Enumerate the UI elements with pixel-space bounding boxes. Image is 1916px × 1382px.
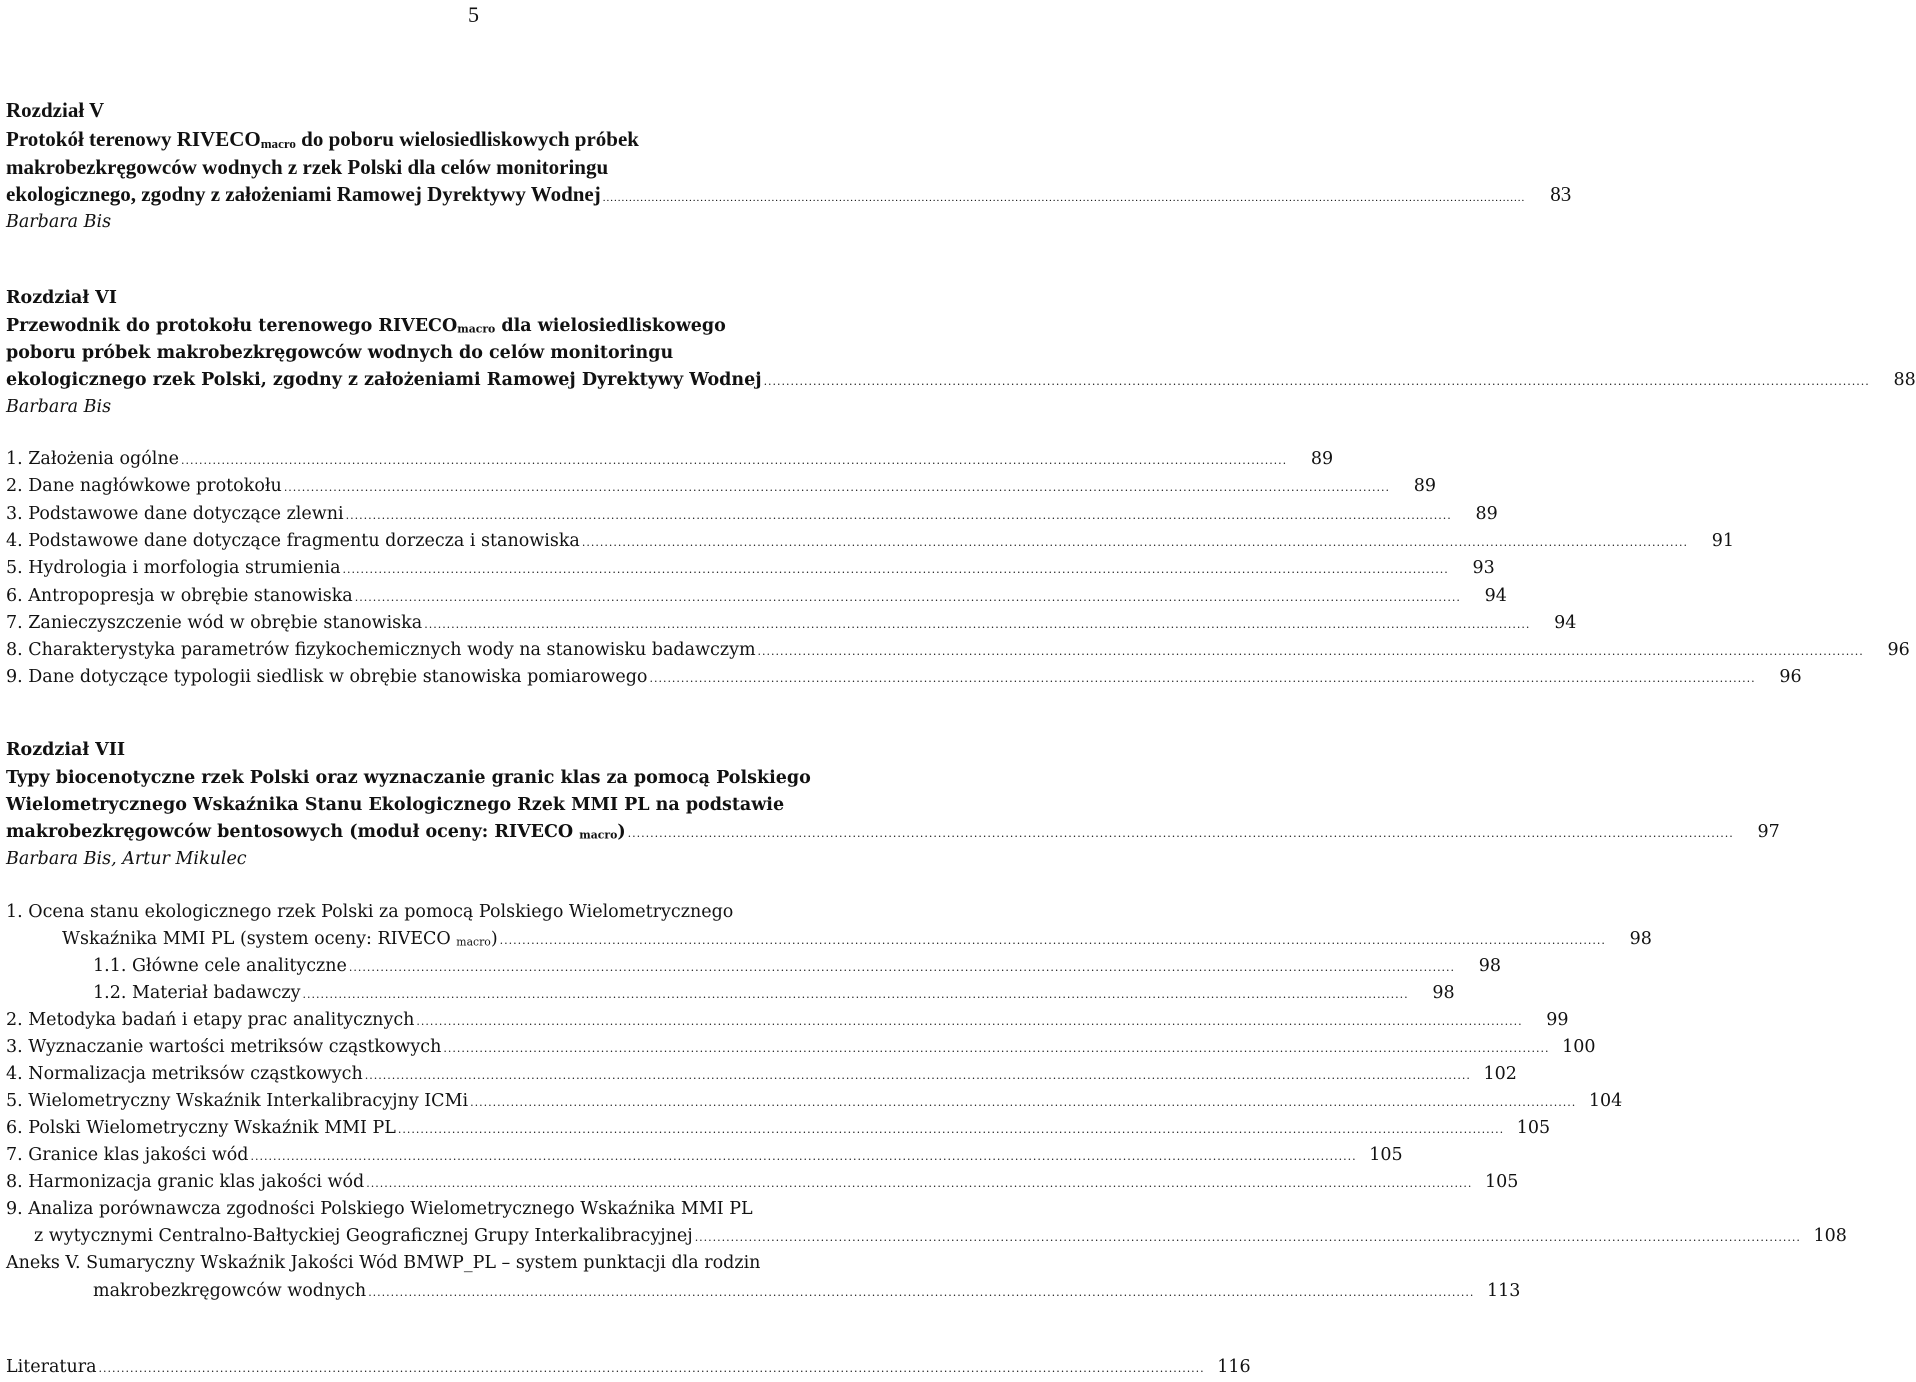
toc-entry[interactable] <box>6 1007 1569 1033</box>
toc-item-text: 5. Hydrologia i morfologia strumienia <box>6 558 341 579</box>
page-ref: 89 <box>1413 476 1436 497</box>
chapter-6-title-line2: poboru próbek makrobezkręgowców wodnych do celów monitoringu <box>6 343 674 363</box>
dot-leader: ...................................................................................................................................................................................................................................................... <box>416 1015 1523 1028</box>
toc-item-text: 2. Dane nagłówkowe protokołu <box>6 476 282 497</box>
chapter-5-title-line2: makrobezkręgowców wodnych z rzek Polski dla celów monitoringu <box>6 155 609 179</box>
dot-leader: ...................................................................................................................................................................................................................................................... <box>397 1123 1505 1136</box>
dot-leader: ...................................................................................................................................................................................................................................................... <box>649 672 1756 686</box>
toc-sub-entry[interactable] <box>93 980 1455 1006</box>
chapter-7-heading: Rozdział VII <box>6 740 126 760</box>
toc-entry[interactable] <box>6 1142 1403 1168</box>
toc-item-text: 1. Założenia ogólne <box>6 449 180 469</box>
chapter-7-title-line3: makrobezkręgowców bentosowych (moduł oceny: RIVECO macro) <box>6 822 626 842</box>
toc-item-text: 8. Charakterystyka parametrów fizykochemicznych wody na stanowisku badawczym <box>6 640 756 661</box>
toc-item-text: 6. Polski Wielometryczny Wskaźnik MMI PL <box>6 1118 396 1138</box>
dot-leader: ...................................................................................................................................................................................................................................................... <box>470 1096 1577 1109</box>
chapter-7-author: Barbara Bis, Artur Mikulec <box>6 849 247 869</box>
toc-entry[interactable] <box>6 1115 1551 1141</box>
dot-leader: ...................................................................................................................................................................................................................................................... <box>98 1362 1205 1375</box>
toc-entry-7-1[interactable] <box>62 926 1652 952</box>
chapter-7-title-line2: Wielometrycznego Wskaźnika Stanu Ekologicznego Rzek MMI PL na podstawie <box>6 795 785 815</box>
dot-leader: ...................................................................................................................................................................................................................................................... <box>354 590 1461 604</box>
page-ref: 98 <box>1629 929 1652 949</box>
dot-leader: ...................................................................................................................................................................................................................................................... <box>602 192 1526 204</box>
toc-item-7-1-line1: 1. Ocena stanu ekologicznego rzek Polski za pomocą Polskiego Wielometrycznego <box>6 902 734 922</box>
dot-leader: ...................................................................................................................................................................................................................................................... <box>283 481 1390 495</box>
toc-entry[interactable] <box>6 1088 1623 1114</box>
dot-leader: ...................................................................................................................................................................................................................................................... <box>694 1231 1801 1244</box>
literature-label: Literatura <box>6 1357 97 1377</box>
chapter-6-title-line3: ekologicznego rzek Polski, zgodny z założeniami Ramowej Dyrektywy Wodnej <box>6 370 762 390</box>
chapter-5-heading: Rozdział V <box>6 98 105 122</box>
toc-item-text: 9. Dane dotyczące typologii siedlisk w obrębie stanowiska pomiarowego <box>6 667 648 688</box>
page-ref: 96 <box>1779 667 1802 688</box>
page-ref: 94 <box>1484 585 1507 606</box>
page-ref: 104 <box>1588 1091 1623 1111</box>
toc-item-text: 3. Wyznaczanie wartości metriksów cząstkowych <box>6 1037 442 1057</box>
toc-entry-chapter-6[interactable] <box>6 367 1916 393</box>
dot-leader: ...................................................................................................................................................................................................................................................... <box>499 934 1606 947</box>
toc-item-7-9-line2: z wytycznymi Centralno-Bałtyckiej Geograficznej Grupy Interkalibracyjnej <box>34 1226 693 1246</box>
toc-entry-literature[interactable] <box>6 1354 1251 1380</box>
toc-entry[interactable] <box>6 583 1507 609</box>
dot-leader: ...................................................................................................................................................................................................................................................... <box>345 508 1452 522</box>
page-number: 5 <box>468 2 479 27</box>
toc-item-text: 1.2. Materiał badawczy <box>93 983 301 1003</box>
toc-entry[interactable] <box>6 637 1910 663</box>
page-ref: 98 <box>1432 983 1455 1003</box>
page-ref: 102 <box>1483 1064 1517 1084</box>
page-ref: 108 <box>1813 1226 1847 1246</box>
page-ref: 91 <box>1711 530 1735 551</box>
toc-entry-7-9[interactable] <box>34 1223 1847 1249</box>
toc-item-text: 2. Metodyka badań i etapy prac analitycznych <box>6 1010 415 1030</box>
dot-leader: ...................................................................................................................................................................................................................................................... <box>302 988 1409 1001</box>
chapter-6-author: Barbara Bis <box>6 397 112 417</box>
page-ref: 94 <box>1554 612 1577 633</box>
page-ref: 96 <box>1887 640 1910 661</box>
toc-item-7-9-line1: 9. Analiza porównawcza zgodności Polskiego Wielometrycznego Wskaźnika MMI PL <box>6 1199 753 1219</box>
dot-leader: ...................................................................................................................................................................................................................................................... <box>250 1150 1357 1163</box>
chapter-5-title-line1: Protokół terenowy RIVECOmacro do poboru wielosiedliskowych próbek <box>6 127 639 151</box>
toc-item-text: 1.1. Główne cele analityczne <box>93 956 347 976</box>
toc-entry-chapter-5[interactable] <box>6 181 1572 207</box>
page-ref: 83 <box>1550 182 1572 206</box>
toc-entry[interactable] <box>6 473 1436 499</box>
toc-sub-entry[interactable] <box>93 953 1502 979</box>
page-ref: 116 <box>1217 1357 1251 1377</box>
toc-item-text: 5. Wielometryczny Wskaźnik Interkalibracyjny ICMi <box>6 1091 469 1111</box>
dot-leader: ...................................................................................................................................................................................................................................................... <box>763 375 1870 388</box>
dot-leader: ...................................................................................................................................................................................................................................................... <box>424 617 1531 631</box>
chapter-5-title-line3: ekologicznego, zgodny z założeniami Ramowej Dyrektywy Wodnej <box>6 182 601 206</box>
page-ref: 105 <box>1369 1145 1403 1165</box>
page-ref: 93 <box>1472 558 1495 579</box>
toc-entry[interactable] <box>6 501 1498 527</box>
page-ref: 98 <box>1478 956 1502 976</box>
toc-item-text: 4. Podstawowe dane dotyczące fragmentu dorzecza i stanowiska <box>6 530 580 551</box>
toc-item-text: 8. Harmonizacja granic klas jakości wód <box>6 1172 365 1192</box>
chapter-5-author: Barbara Bis <box>6 212 112 232</box>
toc-item-text: 4. Normalizacja metriksów cząstkowych <box>6 1064 363 1084</box>
toc-entry-annex[interactable] <box>93 1278 1521 1304</box>
dot-leader: ...................................................................................................................................................................................................................................................... <box>364 1069 1471 1082</box>
dot-leader: ...................................................................................................................................................................................................................................................... <box>366 1177 1473 1190</box>
page-ref: 99 <box>1546 1010 1569 1030</box>
page-ref: 105 <box>1485 1172 1519 1192</box>
toc-entry[interactable] <box>6 610 1577 636</box>
toc-entry[interactable] <box>6 1061 1517 1087</box>
toc-entry[interactable] <box>6 446 1334 472</box>
toc-entry[interactable] <box>6 555 1495 581</box>
chapter-6-title-line1: Przewodnik do protokołu terenowego RIVECOmacro dla wielosiedliskowego <box>6 316 726 336</box>
toc-annex-line2: makrobezkręgowców wodnych <box>93 1281 367 1301</box>
toc-item-text: 7. Zanieczyszczenie wód w obrębie stanowiska <box>6 612 423 633</box>
dot-leader: ...................................................................................................................................................................................................................................................... <box>368 1286 1475 1299</box>
page-ref: 105 <box>1516 1118 1551 1138</box>
dot-leader: ...................................................................................................................................................................................................................................................... <box>581 535 1689 549</box>
page-ref: 88 <box>1893 370 1916 390</box>
chapter-7-title-line1: Typy biocenotyczne rzek Polski oraz wyznaczanie granic klas za pomocą Polskiego <box>6 768 811 788</box>
dot-leader: ...................................................................................................................................................................................................................................................... <box>443 1042 1550 1055</box>
toc-item-text: 7. Granice klas jakości wód <box>6 1145 249 1165</box>
toc-entry[interactable] <box>6 1034 1596 1060</box>
toc-item-7-1-line2: Wskaźnika MMI PL (system oceny: RIVECO macro) <box>62 929 498 949</box>
toc-entry[interactable] <box>6 1169 1519 1195</box>
toc-entry[interactable] <box>6 528 1735 554</box>
dot-leader: ...................................................................................................................................................................................................................................................... <box>348 961 1456 974</box>
toc-item-text: 3. Podstawowe dane dotyczące zlewni <box>6 503 344 524</box>
toc-entry-chapter-7[interactable] <box>6 819 1780 845</box>
page-ref: 89 <box>1475 503 1498 524</box>
toc-item-text: 6. Antropopresja w obrębie stanowiska <box>6 585 353 606</box>
dot-leader: ...................................................................................................................................................................................................................................................... <box>342 563 1449 577</box>
page-ref: 113 <box>1486 1281 1521 1301</box>
dot-leader: ...................................................................................................................................................................................................................................................... <box>181 454 1288 467</box>
dot-leader: ...................................................................................................................................................................................................................................................... <box>627 827 1734 840</box>
page-ref: 89 <box>1310 449 1334 469</box>
chapter-6-heading: Rozdział VI <box>6 288 117 308</box>
page-ref: 97 <box>1757 822 1780 842</box>
page-ref: 100 <box>1562 1037 1596 1057</box>
toc-entry[interactable] <box>6 664 1802 690</box>
dot-leader: ...................................................................................................................................................................................................................................................... <box>757 645 1864 659</box>
toc-annex-line1: Aneks V. Sumaryczny Wskaźnik Jakości Wód BMWP_PL – system punktacji dla rodzin <box>6 1253 761 1273</box>
